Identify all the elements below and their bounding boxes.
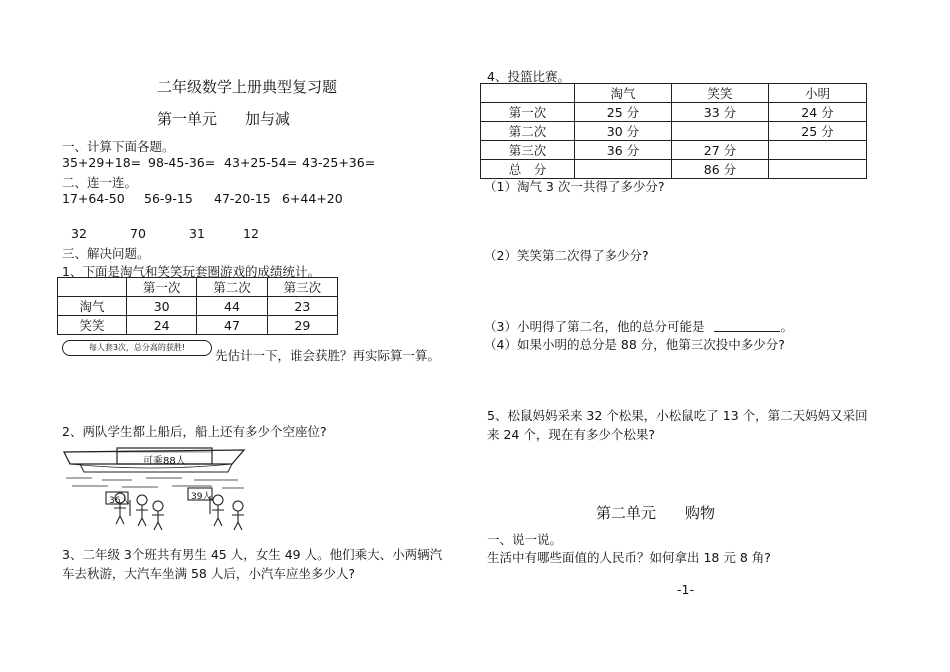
table-cell: 第二次 xyxy=(197,278,267,297)
table-cell: 86 分 xyxy=(672,160,769,179)
table-cell: 47 xyxy=(197,316,267,335)
calc-item: 43-25+36= xyxy=(302,155,376,170)
table-cell xyxy=(769,141,867,160)
table-cell: 淘气 xyxy=(58,297,127,316)
table-row xyxy=(58,278,338,297)
calc-item: 43+25-54= xyxy=(224,155,298,170)
match-answer: 31 xyxy=(189,226,205,241)
table-cell: 第一次 xyxy=(481,103,575,122)
q1-question: 先估计一下，谁会获胜？再实际算一算。 xyxy=(215,348,441,363)
match-expression: 56-9-15 xyxy=(144,191,193,206)
answer-blank[interactable] xyxy=(714,319,780,332)
table-cell: 36 分 xyxy=(575,141,672,160)
match-expression: 47-20-15 xyxy=(214,191,271,206)
q4-sub3 xyxy=(484,317,793,335)
q5-line1: 5、松鼠妈妈采来 32 个松果，小松鼠吃了 13 个，第二天妈妈又采回 xyxy=(487,408,868,423)
table-row xyxy=(58,316,338,335)
match-answer: 12 xyxy=(243,226,259,241)
table-cell: 23 xyxy=(267,297,337,316)
basketball-table xyxy=(480,83,867,179)
table-cell: 30 分 xyxy=(575,122,672,141)
table-cell: 29 xyxy=(267,316,337,335)
table-row xyxy=(481,103,867,122)
page-title: 二年级数学上册典型复习题 xyxy=(157,78,338,96)
table-cell: 25 分 xyxy=(769,122,867,141)
table-cell: 笑笑 xyxy=(672,84,769,103)
table-cell xyxy=(575,160,672,179)
section2-heading: 二、连一连。 xyxy=(62,175,138,190)
q3-line2: 车去秋游，大汽车坐满 58 人后，小汽车应坐多少人? xyxy=(62,566,355,581)
table-cell: 淘气 xyxy=(575,84,672,103)
section3-heading: 三、解决问题。 xyxy=(62,246,150,261)
q4-sub4: （4）如果小明的总分是 88 分，他第三次投中多少分? xyxy=(484,337,785,352)
table-row xyxy=(58,297,338,316)
unit2-topic: 购物 xyxy=(685,504,716,522)
q3-line1: 3、二年级 3个班共有男生 45 人，女生 49 人。他们乘大、小两辆汽 xyxy=(62,547,443,562)
q4-heading: 4、投篮比赛。 xyxy=(487,69,570,84)
table-cell: 44 xyxy=(197,297,267,316)
calc-item: 98-45-36= xyxy=(148,155,216,170)
unit2-name: 第二单元 xyxy=(596,504,657,522)
table-cell: 33 分 xyxy=(672,103,769,122)
table-cell: 第一次 xyxy=(127,278,197,297)
q4-sub3-text: （3）小明得了第二名，他的总分可能是 xyxy=(484,319,705,334)
page-number: -1- xyxy=(677,582,694,597)
ring-toss-table xyxy=(57,277,338,335)
table-cell: 24 分 xyxy=(769,103,867,122)
boat-capacity-label: 可乘88人 xyxy=(143,456,186,467)
match-answer: 70 xyxy=(130,226,146,241)
unit1-topic: 加与减 xyxy=(245,110,291,128)
table-cell xyxy=(672,122,769,141)
table-cell xyxy=(481,84,575,103)
q5-line2: 来 24 个，现在有多少个松果? xyxy=(487,427,655,442)
table-cell: 总 分 xyxy=(481,160,575,179)
speech-bubble: 每人套3次，总分高的获胜! xyxy=(62,340,212,356)
table-cell: 第二次 xyxy=(481,122,575,141)
table-row xyxy=(481,122,867,141)
unit2-section1-text: 生活中有哪些面值的人民币？如何拿出 18 元 8 角? xyxy=(487,550,771,565)
table-cell: 第三次 xyxy=(481,141,575,160)
q4-sub3-end: 。 xyxy=(780,319,793,334)
table-cell: 30 xyxy=(127,297,197,316)
table-row xyxy=(481,160,867,179)
match-expression: 17+64-50 xyxy=(62,191,125,206)
table-row xyxy=(481,84,867,103)
table-cell: 小明 xyxy=(769,84,867,103)
q2-text: 2、两队学生都上船后，船上还有多少个空座位? xyxy=(62,424,327,439)
table-cell: 24 xyxy=(127,316,197,335)
table-row xyxy=(481,141,867,160)
table-cell xyxy=(769,160,867,179)
unit2-section1-heading: 一、说一说。 xyxy=(487,532,563,547)
table-cell: 25 分 xyxy=(575,103,672,122)
table-cell: 第三次 xyxy=(267,278,337,297)
table-cell: 笑笑 xyxy=(58,316,127,335)
unit1-name: 第一单元 xyxy=(157,110,218,128)
table-cell xyxy=(58,278,127,297)
table-cell: 27 分 xyxy=(672,141,769,160)
calc-item: 35+29+18= xyxy=(62,155,142,170)
q1-text: 1、下面是淘气和笑笑玩套圈游戏的成绩统计。 xyxy=(62,264,320,279)
match-answer: 32 xyxy=(71,226,87,241)
q4-sub1: （1）淘气 3 次一共得了多少分? xyxy=(484,179,665,194)
team-sign: 36人 xyxy=(109,496,130,506)
match-expression: 6+44+20 xyxy=(282,191,343,206)
q4-sub2: （2）笑笑第二次得了多少分? xyxy=(484,248,649,263)
team-sign: 39人 xyxy=(191,492,212,502)
section1-heading: 一、计算下面各题。 xyxy=(62,139,175,154)
